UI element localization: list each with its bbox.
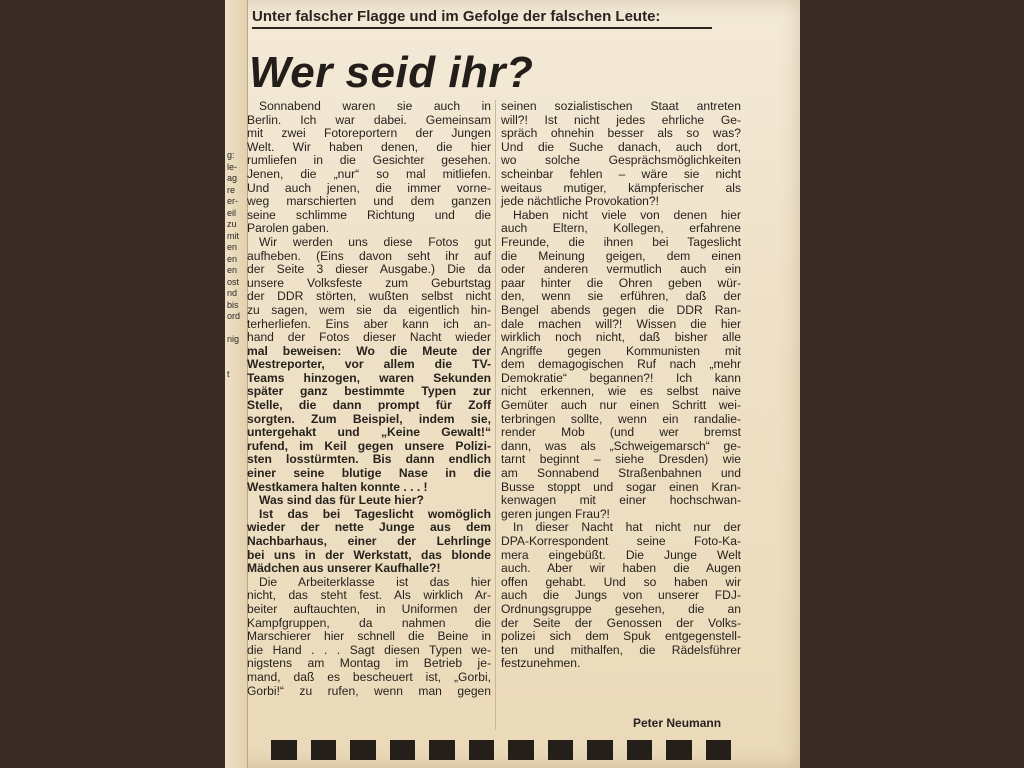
text-line: der Seite 3 dieser Ausgabe.) Die da — [247, 262, 491, 277]
text-line: hand der Fotos dieser Nacht wieder — [247, 330, 491, 345]
text-line: seine schlimme Richtung und die — [247, 207, 491, 222]
footer-block — [706, 740, 732, 760]
text-line: DPA-Korrespondent seine Foto-Ka- — [501, 534, 741, 548]
text-line: mal beweisen: Wo die Meute der — [247, 343, 491, 358]
text-line: Jenen, die „nur“ so mal mitliefen. — [247, 166, 491, 181]
text-line: weitaus mutiger, kämpferischer als — [501, 180, 741, 195]
text-line: Was sind das für Leute hier? — [259, 493, 424, 508]
text-line: den, wenn sie erführen, daß der — [501, 289, 741, 304]
text-line: Ordnungsgruppe gesehen, die an — [501, 601, 741, 616]
text-line: nigstens am Montag im Betrieb je- — [247, 656, 491, 671]
text-line: Busse stoppt und sogar einen Kran- — [501, 479, 741, 494]
footer-block — [429, 740, 455, 760]
margin-fragment: eil — [227, 207, 237, 218]
margin-fragment: en — [227, 265, 238, 275]
text-line: terbringen sollte, wenn ein randalie- — [501, 411, 741, 426]
article-headline: Wer seid ihr? — [249, 48, 534, 97]
margin-fragment: ost — [227, 276, 240, 287]
margin-fragment: le- — [227, 161, 238, 172]
text-line: Wir werden uns diese Fotos gut — [259, 234, 491, 249]
text-line: rumliefen in die Gesichter gesehen. — [247, 153, 491, 168]
text-line: einer seine blutige Nase in die — [247, 466, 491, 481]
article-kicker: Unter falscher Flagge und im Gefolge der falschen Leute: — [252, 8, 712, 29]
text-line: nicht, das steht fest. Als wirklich Ar- — [247, 588, 491, 603]
text-line: dale machen will?! Wissen die hier — [501, 316, 741, 331]
text-line: unsere Volksfeste zum Geburtstag — [247, 275, 491, 290]
column-divider — [495, 100, 496, 730]
text-line: auch Eltern, Kollegen, erfahrene — [501, 221, 741, 236]
text-line: Marschierer hier schnell die Beine in — [247, 629, 491, 644]
text-line: will?! Ist nicht jedes ehrliche Ge- — [501, 112, 741, 127]
text-line: offen gehabt. Und so haben wir — [501, 574, 741, 589]
text-line: der DDR störten, wußten selbst nicht — [247, 289, 491, 304]
text-line: beiter auftauchten, in Uniformen der — [247, 601, 491, 616]
margin-fragment: ag — [227, 173, 238, 183]
text-line: Gemüter auch nur einen Schritt wei- — [501, 398, 741, 413]
footer-block — [666, 740, 692, 760]
margin-fragment: nd — [227, 288, 238, 298]
text-line: festzunehmen. — [501, 656, 581, 671]
text-line: weg marschierten und dem ganzen — [247, 194, 491, 209]
text-line: Kampfgruppen, da nahmen die — [247, 615, 491, 630]
newspaper-clipping — [225, 0, 800, 768]
footer-block — [587, 740, 613, 760]
text-line: sorgten. Zum Beispiel, indem sie, — [247, 411, 491, 426]
text-line: Stelle, die dann prompt für Zoff — [247, 398, 491, 413]
text-line: bei uns in der Werkstatt, das blonde — [247, 547, 491, 562]
text-line: kenwagen mit einer hochschwan- — [501, 493, 741, 508]
margin-fragment: en — [227, 242, 238, 252]
text-line: Die Arbeiterklasse ist das hier — [259, 574, 491, 589]
text-line: dem demagogischen Ruf nach „mehr — [501, 357, 741, 372]
text-line: spräch ohnehin besser als so was? — [501, 126, 741, 141]
adjacent-column-fragment — [225, 0, 248, 768]
text-line: nicht erkennen, wie es selbst naive — [501, 384, 741, 399]
footer-block — [469, 740, 495, 760]
text-line: scheinbar fehlen – wäre sie nicht — [501, 166, 741, 181]
text-line: Gorbi!“ zu rufen, wenn man gegen — [247, 683, 491, 698]
footer-block — [508, 740, 534, 760]
footer-block — [390, 740, 416, 760]
text-line: mera eingebüßt. Die Junge Welt — [501, 547, 741, 562]
margin-fragment: nig — [227, 334, 240, 344]
text-line: jede nächtliche Provokation?! — [501, 194, 659, 209]
text-line: Und die Suche danach, auch dort, — [501, 139, 741, 154]
text-line: Angriffe gegen Kommunisten mit — [501, 343, 741, 358]
margin-fragment: er- — [227, 196, 238, 206]
text-line: später ganz bestimmte Typen zur — [247, 384, 491, 399]
margin-fragment: g: — [227, 150, 235, 160]
text-line: geren jungen Frau?! — [501, 506, 610, 521]
text-line: Teams hinzogen, waren Sekunden — [247, 370, 491, 385]
text-line: untergehakt und „Keine Gewalt!“ — [247, 425, 491, 440]
text-line: Haben nicht viele von denen hier — [513, 207, 741, 222]
text-line: Bengel abends gegen die DDR Ran- — [501, 302, 741, 317]
text-line: dann, was als „Schweigemarsch“ ge- — [501, 438, 741, 453]
text-line: wieder der nette Junge aus dem — [247, 520, 491, 535]
text-line: die Meinung geigen, dem einen — [501, 248, 741, 263]
text-line: zu sagen, wem sie da eigentlich hin- — [247, 302, 491, 317]
margin-fragment: en — [227, 253, 238, 264]
text-line: rufend, im Keil gegen unsere Polizi- — [247, 438, 491, 453]
dark-background-right — [800, 0, 1024, 768]
text-line: mit zwei Fotoreportern der Jungen — [247, 126, 491, 141]
text-line: Mädchen aus unserer Kaufhalle?! — [247, 561, 441, 576]
margin-fragment: bis — [227, 299, 239, 310]
footer-block — [548, 740, 574, 760]
text-line: wo solche Gesprächsmöglichkeiten — [501, 153, 741, 168]
article-byline: Peter Neumann — [633, 716, 722, 730]
text-line: render Mob (und wer bremst — [501, 425, 741, 440]
text-line: Westreporter, vor allem die TV- — [247, 357, 491, 372]
margin-fragment: mit — [227, 230, 239, 241]
footer-block — [311, 740, 337, 760]
text-line: der Seite der Genossen der Volks- — [501, 615, 741, 630]
text-line: die Hand . . . Sagt diesen Typen we- — [247, 642, 491, 657]
article-column-right — [501, 100, 741, 671]
footer-block-rule — [271, 740, 731, 760]
text-line: Parolen gaben. — [247, 221, 330, 236]
text-line: terherliefen. Eins aber kann ich an- — [247, 316, 491, 331]
text-line: mand, daß es bescheuert ist, „Gorbi, — [247, 669, 491, 684]
text-line: Demokratie“ begannen?! Ich kann — [501, 370, 741, 385]
text-line: Berlin. Ich war dabei. Gemeinsam — [247, 112, 491, 127]
margin-fragment: re — [227, 184, 236, 195]
margin-fragment: t — [227, 368, 230, 379]
text-line: ten und mithalfen, die Rädelsführer — [501, 642, 741, 657]
footer-block — [627, 740, 653, 760]
text-line: wirklich noch nicht, daß bisher alle — [501, 330, 741, 345]
text-line: aufheben. (Eins davon seht ihr auf — [247, 248, 491, 263]
article-column-left — [247, 100, 491, 698]
margin-fragment: ord — [227, 311, 241, 321]
dark-background-left — [0, 0, 225, 768]
text-line: sten losstürmten. Bis dann endlich — [247, 452, 491, 467]
text-line: paar hinter die Ohren geben wür- — [501, 275, 741, 290]
text-line: auch die Jungs von unserer FDJ- — [501, 588, 741, 603]
text-line: Nachbarhaus, einer der Lehrlinge — [247, 534, 491, 548]
text-line: Freunde, die ihnen bei Tageslicht — [501, 234, 741, 249]
text-line: polizei sich dem Spuk entgegenstell- — [501, 629, 741, 644]
text-line: Und auch jenen, die immer vorne- — [247, 180, 491, 195]
margin-fragment: zu — [227, 219, 237, 229]
text-line: am Sonnabend Straßenbahnen und — [501, 466, 741, 481]
text-line: In dieser Nacht hat nicht nur der — [513, 520, 741, 535]
text-line: Westkamera halten konnte . . . ! — [247, 479, 428, 494]
text-line: auch. Aber wir haben die Augen — [501, 561, 741, 576]
text-line: tarnt beginnt – siehe Dresden) wie — [501, 452, 741, 467]
text-line: oder anderen vermutlich auch ein — [501, 262, 741, 277]
text-line: Sonnabend waren sie auch in — [259, 99, 491, 113]
footer-block — [350, 740, 376, 760]
footer-block — [271, 740, 297, 760]
text-line: Ist das bei Tageslicht womöglich — [259, 506, 491, 521]
text-line: Welt. Wir haben denen, die hier — [247, 139, 491, 154]
text-line: seinen sozialistischen Staat antreten — [501, 99, 741, 113]
